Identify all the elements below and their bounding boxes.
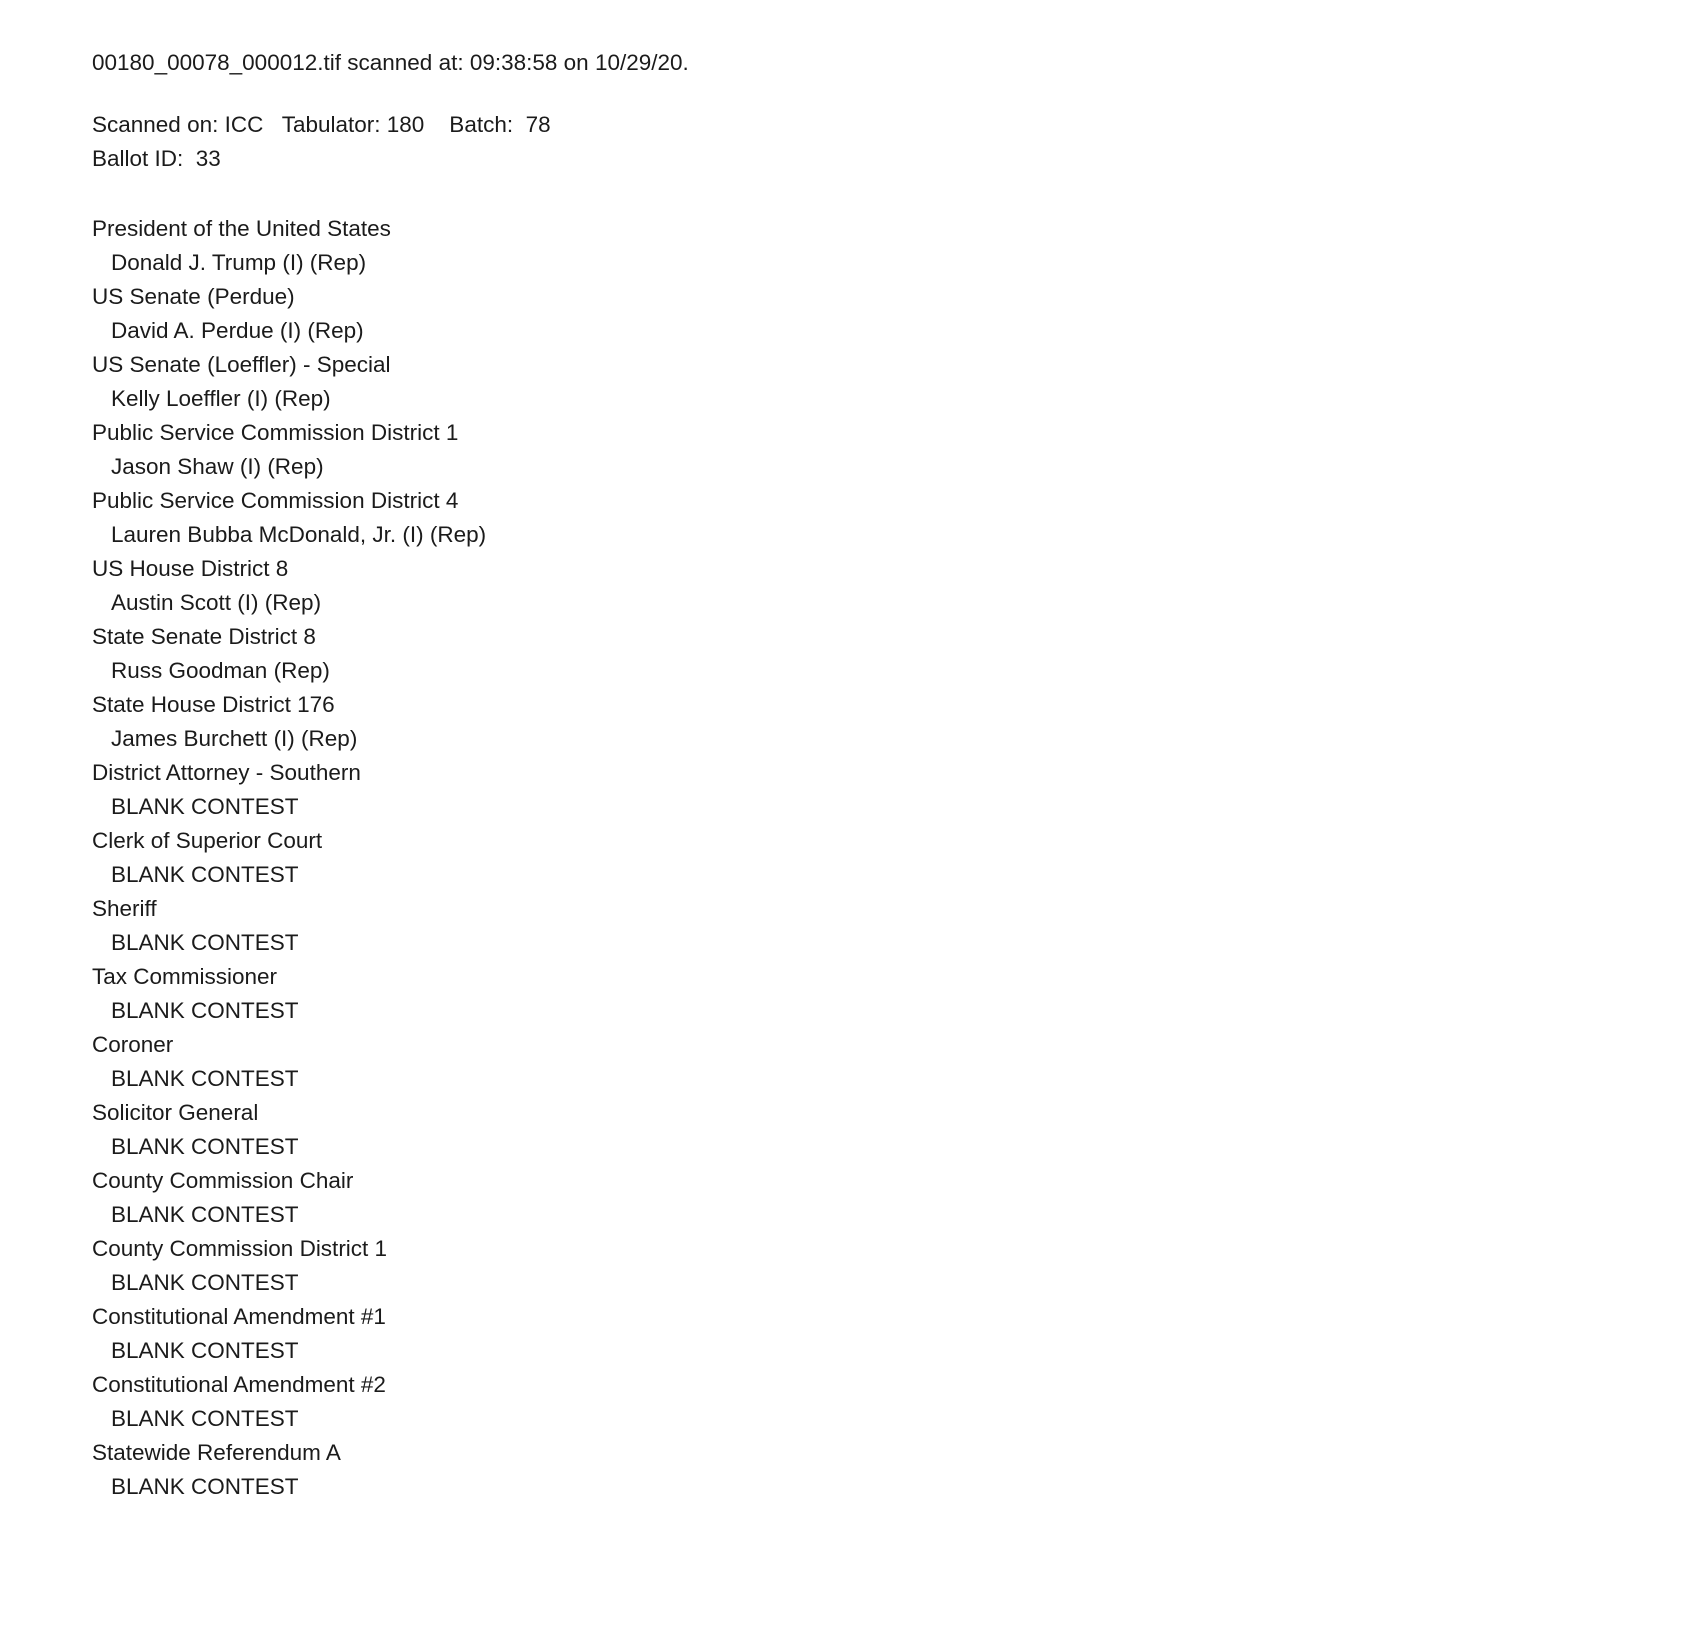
contest-list	[92, 212, 1647, 1504]
contest-title: Constitutional Amendment #1	[92, 1304, 386, 1329]
contest-title: Coroner	[92, 1032, 174, 1057]
contest-title: US Senate (Perdue)	[92, 284, 295, 309]
contest-selection: Kelly Loeffler (I) (Rep)	[111, 386, 331, 411]
contest-selection: Donald J. Trump (I) (Rep)	[111, 250, 367, 275]
contest-selection: Jason Shaw (I) (Rep)	[111, 454, 324, 479]
contest-title: County Commission Chair	[92, 1168, 354, 1193]
contest-title: Public Service Commission District 4	[92, 488, 459, 513]
contest-title: Public Service Commission District 1	[92, 420, 459, 445]
contest-selection: James Burchett (I) (Rep)	[111, 726, 358, 751]
ballot-id-line: Ballot ID: 33	[92, 146, 221, 171]
contest-title: US Senate (Loeffler) - Special	[92, 352, 391, 377]
contest-title: County Commission District 1	[92, 1236, 388, 1261]
contest-selection: David A. Perdue (I) (Rep)	[111, 318, 364, 343]
contest-selection: BLANK CONTEST	[111, 1066, 299, 1091]
contest-selection: Lauren Bubba McDonald, Jr. (I) (Rep)	[111, 522, 487, 547]
contest-title: President of the United States	[92, 216, 391, 241]
contest-title: Sheriff	[92, 896, 157, 921]
contest-title: State House District 176	[92, 692, 335, 717]
scan-info-line: Scanned on: ICC Tabulator: 180 Batch: 78	[92, 112, 551, 137]
contest-selection: BLANK CONTEST	[111, 1406, 299, 1431]
contest-selection: BLANK CONTEST	[111, 862, 299, 887]
contest-selection: BLANK CONTEST	[111, 1474, 299, 1499]
contest-selection: BLANK CONTEST	[111, 794, 299, 819]
contest-title: Clerk of Superior Court	[92, 828, 323, 853]
contest-selection: Austin Scott (I) (Rep)	[111, 590, 322, 615]
scan-filename-line: 00180_00078_000012.tif scanned at: 09:38:58 on 10/29/20.	[92, 50, 689, 75]
contest-selection: BLANK CONTEST	[111, 998, 299, 1023]
contest-title: Solicitor General	[92, 1100, 259, 1125]
contest-selection: BLANK CONTEST	[111, 1202, 299, 1227]
contest-selection: BLANK CONTEST	[111, 1338, 299, 1363]
contest-title: Statewide Referendum A	[92, 1440, 341, 1465]
contest-title: State Senate District 8	[92, 624, 316, 649]
contest-title: Constitutional Amendment #2	[92, 1372, 386, 1397]
contest-selection: BLANK CONTEST	[111, 1134, 299, 1159]
contest-title: US House District 8	[92, 556, 289, 581]
contest-selection: BLANK CONTEST	[111, 1270, 299, 1295]
contest-selection: BLANK CONTEST	[111, 930, 299, 955]
contest-title: District Attorney - Southern	[92, 760, 361, 785]
contest-selection: Russ Goodman (Rep)	[111, 658, 330, 683]
contest-title: Tax Commissioner	[92, 964, 278, 989]
